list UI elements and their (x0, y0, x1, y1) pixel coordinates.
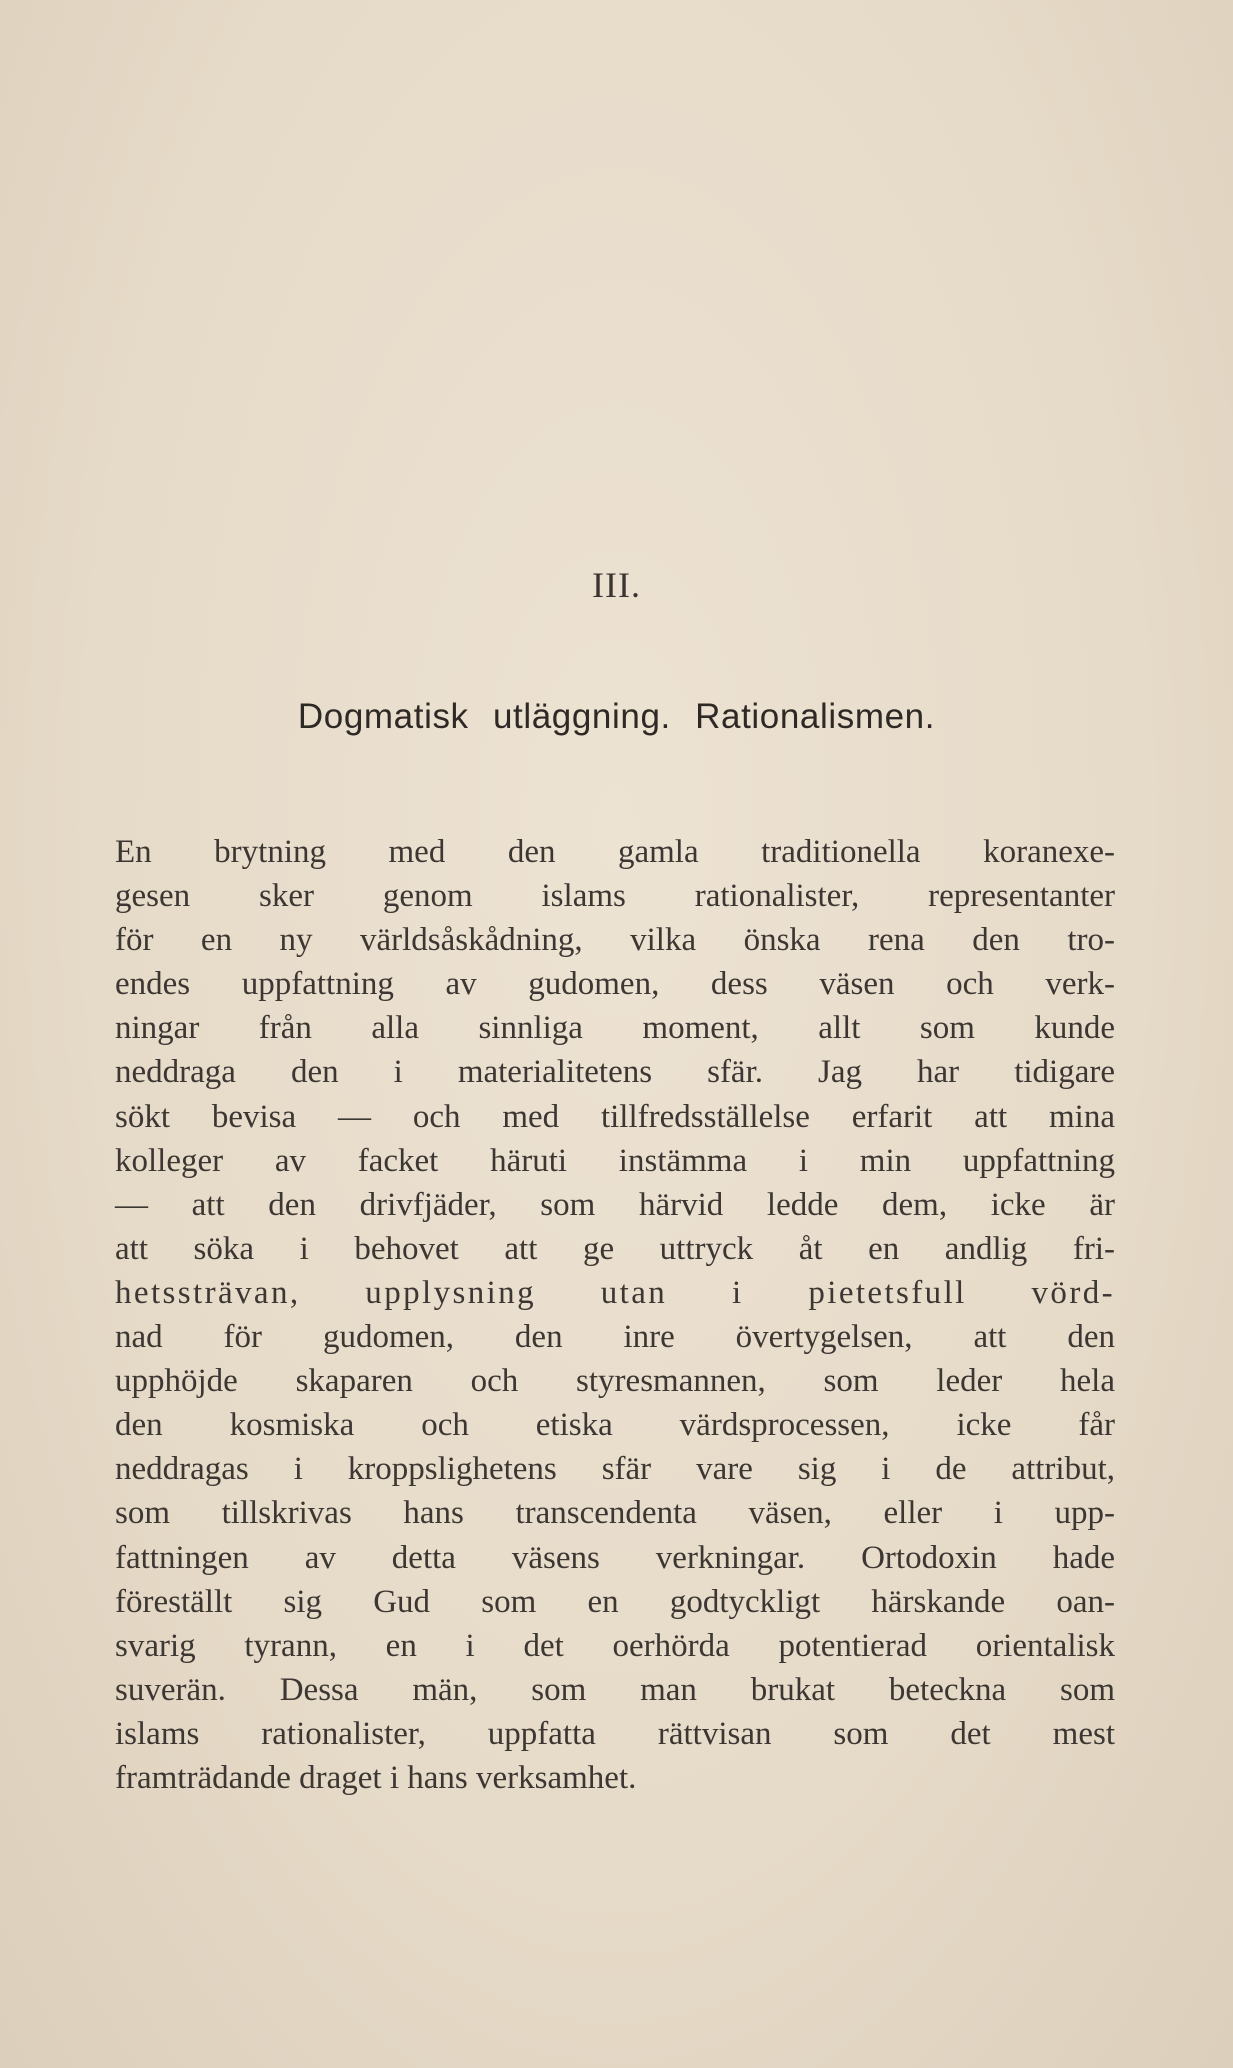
text-line: hetssträvan, upplysning utan i pietetsfull vörd- (115, 1274, 1115, 1311)
chapter-number: III. (592, 565, 641, 605)
text-line: En brytning med den gamla traditionella koranexe- (115, 834, 1115, 870)
text-line: för en ny världsåskådning, vilka önska rena den tro- (115, 922, 1115, 959)
text-line: föreställt sig Gud som en godtyckligt härskande oan- (115, 1583, 1115, 1620)
text-line: nad för gudomen, den inre övertygelsen, att den (115, 1319, 1115, 1356)
text-line: kolleger av facket häruti instämma i min uppfattning (115, 1142, 1115, 1179)
text-line: ningar från alla sinnliga moment, allt som kunde (115, 1010, 1115, 1047)
text-line: suverän. Dessa män, som man brukat beteckna som (115, 1671, 1115, 1708)
text-line: neddraga den i materialitetens sfär. Jag har tidigare (115, 1054, 1115, 1091)
text-line: som tillskrivas hans transcendenta väsen, eller i upp- (115, 1495, 1115, 1532)
text-line: den kosmiska och etiska värdsprocessen, icke får (115, 1407, 1115, 1444)
text-line: svarig tyrann, en i det oerhörda potentierad orientalisk (115, 1627, 1115, 1664)
text-line: neddragas i kroppslighetens sfär vare sig i de attribut, (115, 1451, 1115, 1488)
text-line: islams rationalister, uppfatta rättvisan som det mest (115, 1715, 1115, 1752)
text-line: endes uppfattning av gudomen, dess väsen och verk- (115, 966, 1115, 1003)
text-line: upphöjde skaparen och styresmannen, som leder hela (115, 1363, 1115, 1400)
text-line: fattningen av detta väsens verkningar. Ortodoxin hade (115, 1539, 1115, 1576)
text-line: framträdande draget i hans verksamhet. (115, 1759, 637, 1796)
text-line: att söka i behovet att ge uttryck åt en andlig fri- (115, 1230, 1115, 1267)
body-paragraph (115, 830, 1115, 1800)
text-line: — att den drivfjäder, som härvid ledde dem, icke är (115, 1186, 1115, 1223)
text-line: sökt bevisa — och med tillfredsställelse erfarit att mina (115, 1098, 1115, 1135)
text-line: gesen sker genom islams rationalister, representanter (115, 878, 1115, 915)
chapter-title: Dogmatisk utläggning. Rationalismen. (297, 697, 936, 736)
